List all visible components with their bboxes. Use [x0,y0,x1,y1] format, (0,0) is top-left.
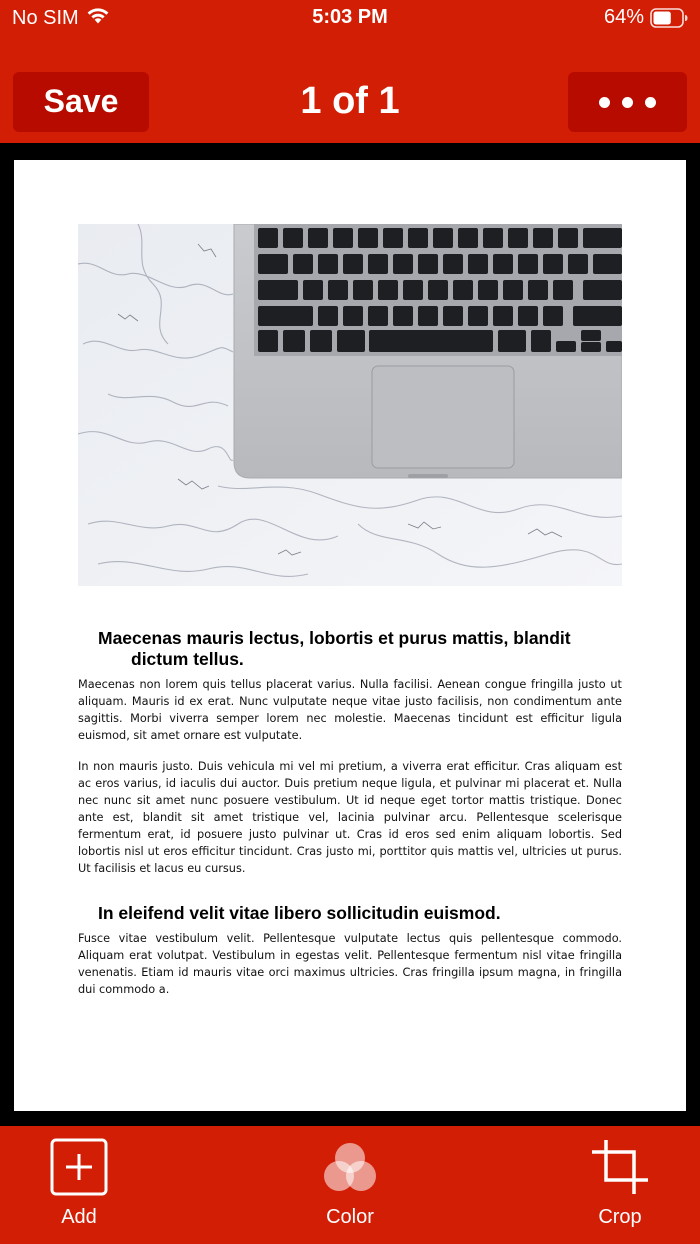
add-label: Add [61,1206,97,1228]
toolbar [0,72,700,132]
laptop-image [78,224,622,586]
crop-icon [590,1138,650,1201]
color-button[interactable] [290,1126,410,1244]
document-heading-2: In eleifend velit vitae libero sollicitudin euismod. [98,903,501,923]
carrier-label: No SIM [12,6,79,29]
paragraph-1: Maecenas non lorem quis tellus placerat varius. Nulla facilisi. Aenean congue fringilla justo ut aliquam. Mauris id ex erat. Nunc vulputate neque vitae justo facilisis, non condimentum ante sagittis. Morbi viverra semper lorem nec molestie. Maecenas tincidunt est efficitur ligula euismod, sit amet ornare est vulputate. [78,678,622,742]
top-bar [0,0,700,143]
crop-label: Crop [598,1206,642,1228]
battery-percent: 64% [603,6,644,28]
heading-1-line-2: dictum tellus. [131,649,244,669]
page-counter: 1 of 1 [300,80,400,122]
document-body [78,628,622,1012]
clock: 5:03 PM [312,6,388,28]
heading-1-line-1: Maecenas mauris lectus, lobortis et purus mattis, blandit [98,628,571,648]
battery-icon [650,8,688,28]
more-button[interactable] [568,72,687,132]
color-label: Color [326,1206,374,1228]
bottom-toolbar [0,1126,700,1244]
battery-status [604,6,688,29]
add-page-icon [50,1138,108,1201]
more-horizontal-icon [622,97,633,108]
more-horizontal-icon [645,97,656,108]
add-button[interactable] [19,1126,139,1244]
save-button[interactable]: Save [13,72,149,132]
laptop-photo [78,224,622,586]
paragraph-2: In non mauris justo. Duis vehicula mi vel mi pretium, a viverra erat efficitur. Cras aliquam est ac eros varius, id iaculis dui auctor. Duis pretium neque ligula, et pulvinar mi placerat et. Nulla nec nunc sit amet nunc posuere vestibulum. Ut id neque eget tortor mattis tristique. Donec ante est, blandit sit amet tristique vel, lacinia pulvinar arcu. Pellentesque scelerisque fermentum erat, id posuere justo pulvinar ut. Cras id eros sed enim aliquam lobortis. Sed lobortis nisl ut eros efficitur tincidunt. Cras justo mi, porttitor quis mattis vel, ultricies ut purus. Ut facilisis et lacus eu cursus. [78,760,622,875]
more-horizontal-icon [599,97,610,108]
document-page[interactable] [14,160,686,1111]
paragraph-3: Fusce vitae vestibulum velit. Pellentesque vulputate lectus quis pellentesque commodo. Aliquam erat volutpat. Vestibulum in egestas velit. Pellentesque fermentum nisl vitae fringilla venenatis. Etiam id mauris vitae orci maximus ultricies. Cras fringilla ipsum magna, in fringilla dui commodo a. [78,932,622,996]
status-bar [0,0,700,36]
document-heading-1 [78,628,622,670]
crop-button[interactable] [560,1126,680,1244]
color-filter-icon [320,1140,380,1201]
